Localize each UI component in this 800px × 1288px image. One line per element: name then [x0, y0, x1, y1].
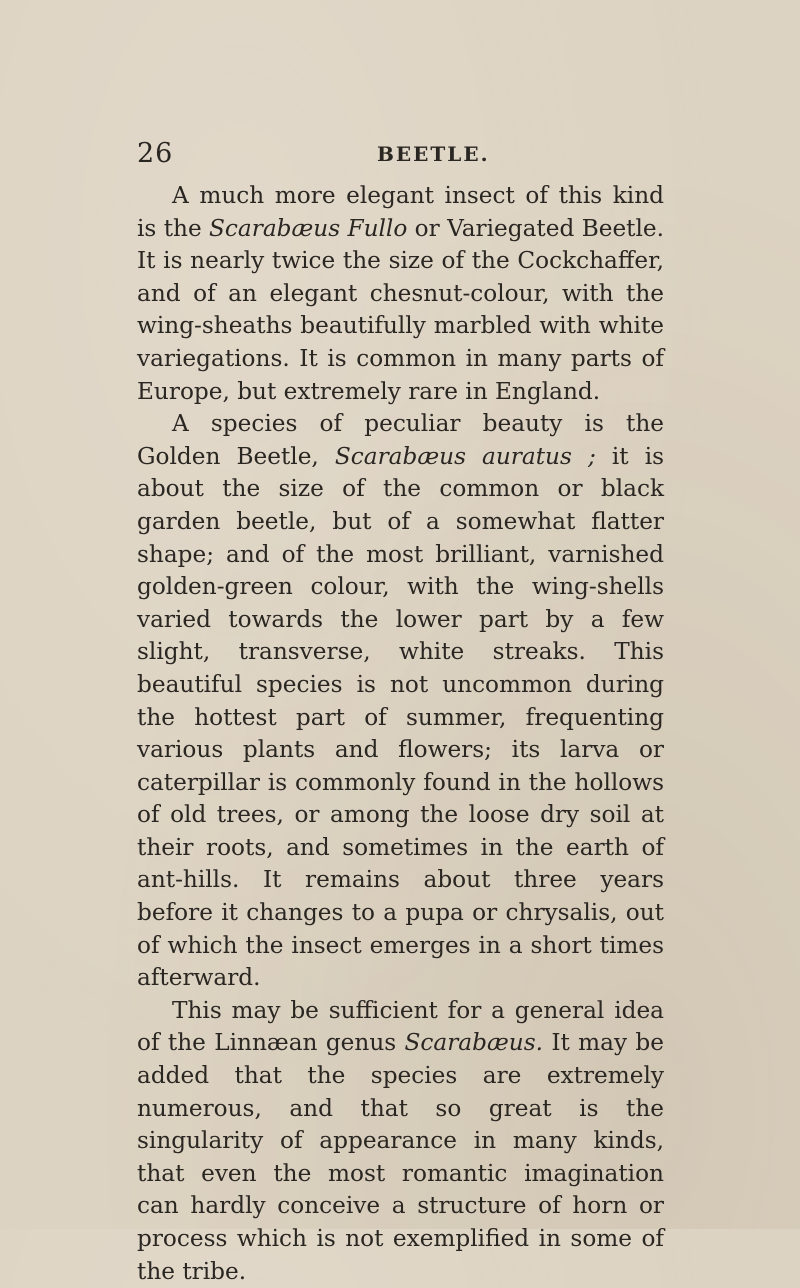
body-text	[137, 180, 664, 1288]
text-segment: It may be added that the species are extremely numerous, and that so great is the singularity of appearance in many kinds, that even the most romantic imagination can hardly conceive a structure of horn or process which is not exemplified in some of the tribe.	[137, 1029, 664, 1285]
text-segment: it is about the size of the common or black garden beetle, but of a somewhat flatter shape; and of the most brilliant, varnished golden-green colour, with the wing-shells varied towards the lower part by a few slight, transverse, white streaks. This beautiful species is not uncommon during the hottest part of summer, frequenting various plants and flowers; its larva or caterpillar is commonly found in the hollows of old trees, or among the loose dry soil at their roots, and sometimes in the earth of ant-hills. It remains about three years before it changes to a pupa or chrysalis, out of which the insect emerges in a short times afterward.	[137, 442, 665, 992]
page-number: 26	[137, 138, 174, 169]
paragraph-golden-beetle	[137, 408, 664, 995]
text-segment: A species of peculiar beauty is the Golden Beetle,	[137, 410, 664, 470]
text-segment: This may be sufficient for a general idea of the Linnæan genus	[137, 996, 664, 1057]
text-segment: or Variegated Beetle. It is nearly twice the size of the Cockchaffer, and of an elegant chesnut-colour, with the wing-sheaths beautifully marbled with white variegations. It is common in many parts of Europe, but extremely rare in England.	[137, 214, 665, 405]
paragraph-linnaean-genus	[137, 995, 664, 1288]
genus-name-italic: Scarabæus.	[404, 1029, 543, 1057]
text-segment: A much more elegant insect of this kind is the	[137, 182, 664, 242]
page-header	[137, 138, 662, 178]
species-name-italic: Scarabæus auratus ;	[334, 442, 596, 470]
species-name-italic: Scarabæus Fullo	[209, 214, 408, 242]
paragraph-variegated-beetle	[137, 180, 664, 408]
running-head: BEETLE.	[377, 142, 490, 166]
